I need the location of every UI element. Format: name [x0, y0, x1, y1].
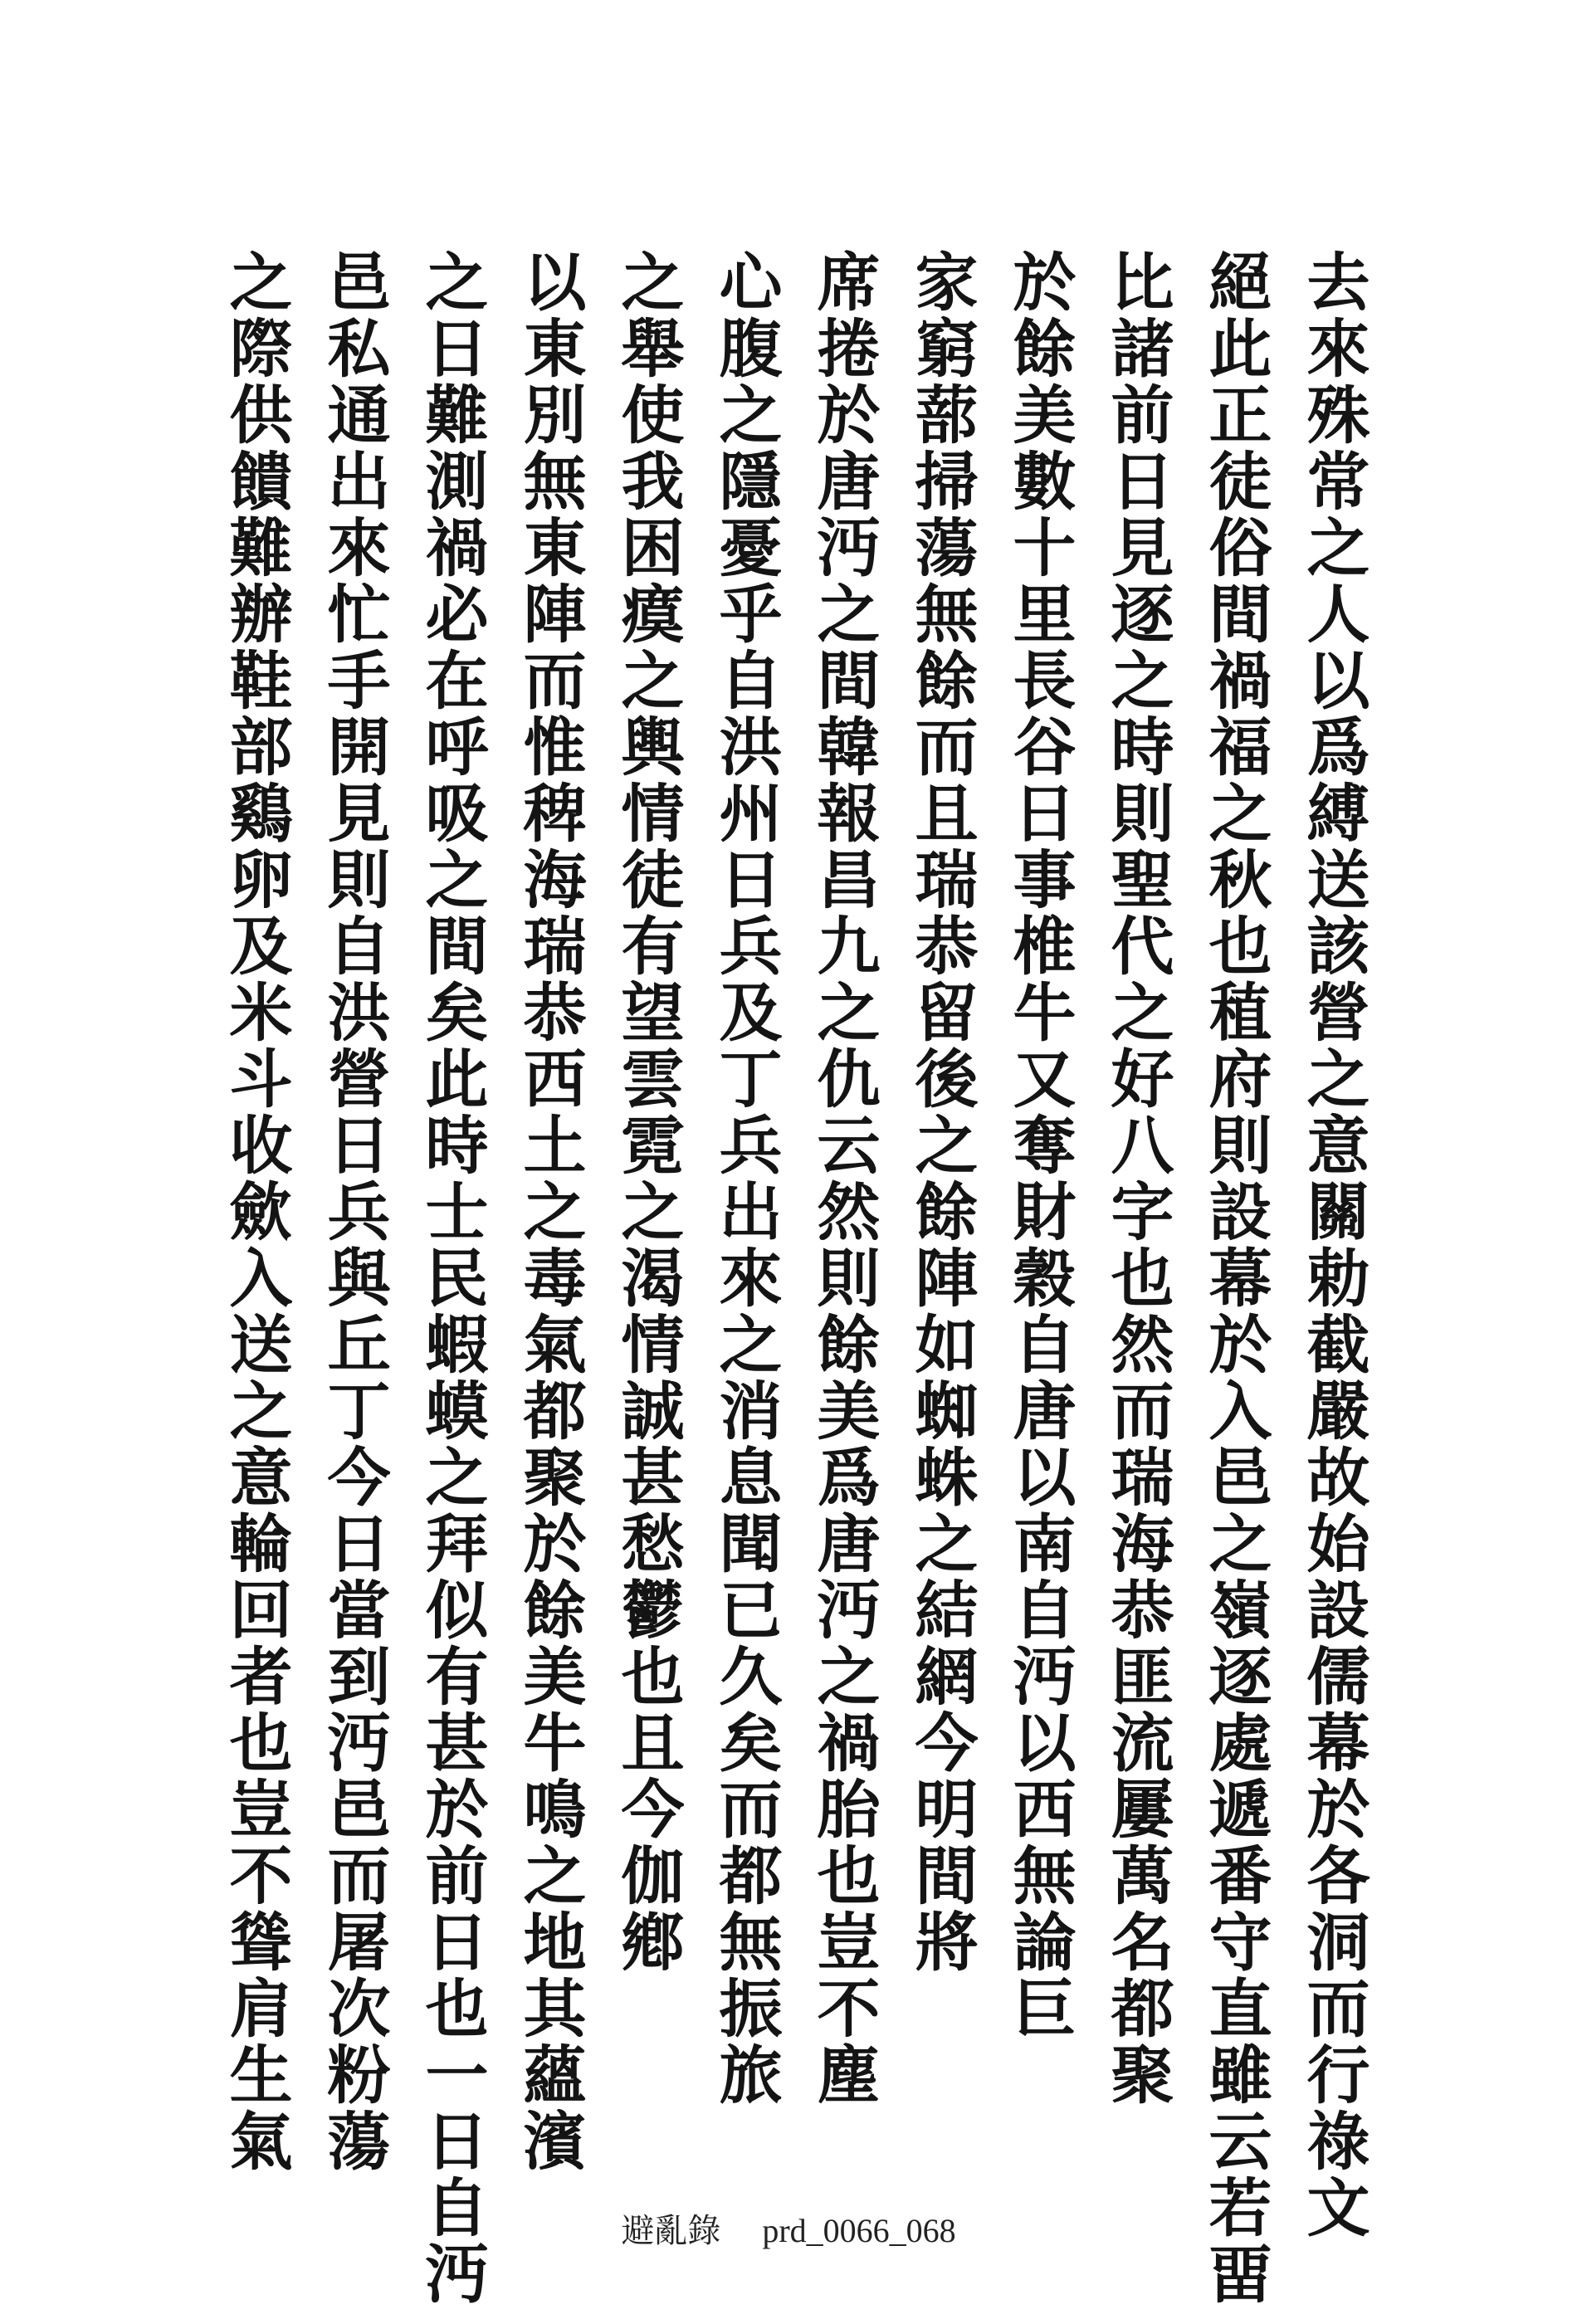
- text-column-5: 家窮蔀掃蕩無餘而且瑞恭留後之餘陣如蜘蛛之結網今明間將: [905, 249, 979, 1975]
- text-column-1: 去來殊常之人以爲縛送該營之意關勅截嚴故始設儒幕於各洞而行祿文: [1296, 249, 1370, 2241]
- text-column-10: 之日難測禍必在呼吸之間矣此時士民蝦蟆之拜似有甚於前日也一日自沔: [415, 249, 489, 2307]
- footer-title: 避亂錄: [621, 2212, 721, 2249]
- text-column-12: 之際供饋難辦鞋部鷄卵及米斗收歛入送之意輪回者也豈不聳肩生氣: [219, 249, 293, 2175]
- text-column-4: 於餘美數十里長谷日事椎牛又奪財穀自唐以南自沔以西無論巨: [1003, 249, 1077, 2042]
- text-column-7: 心腹之隱憂乎自洪州日兵及丁兵出來之消息聞已久矣而都無振旅: [709, 249, 783, 2108]
- text-column-8: 之舉使我困瘼之輿情徒有望雲霓之渴情誠甚愁鬱也且今伽鄕: [611, 249, 685, 1975]
- footer-page-id: prd_0066_068: [762, 2212, 956, 2249]
- text-column-2: 絕此正徒俗間禍福之秋也稙府則設幕於入邑之嶺逐處遞番守直雖云若畱: [1199, 249, 1272, 2307]
- text-column-11: 邑私通出來忙手開見則自洪營日兵與丘丁今日當到沔邑而屠次粉蕩: [317, 249, 391, 2175]
- text-column-3: 比諸前日見逐之時則聖代之好八字也然而瑞海恭匪流屢萬名都聚: [1101, 249, 1174, 2108]
- text-column-9: 以東別無東陣而惟稗海瑞恭西土之毒氣都聚於餘美牛鳴之地其蘊濱: [513, 249, 587, 2175]
- text-column-6: 席捲於唐沔之間韓報昌九之仇云然則餘美爲唐沔之禍胎也豈不塵: [807, 249, 881, 2108]
- page-footer: [0, 2204, 1577, 2252]
